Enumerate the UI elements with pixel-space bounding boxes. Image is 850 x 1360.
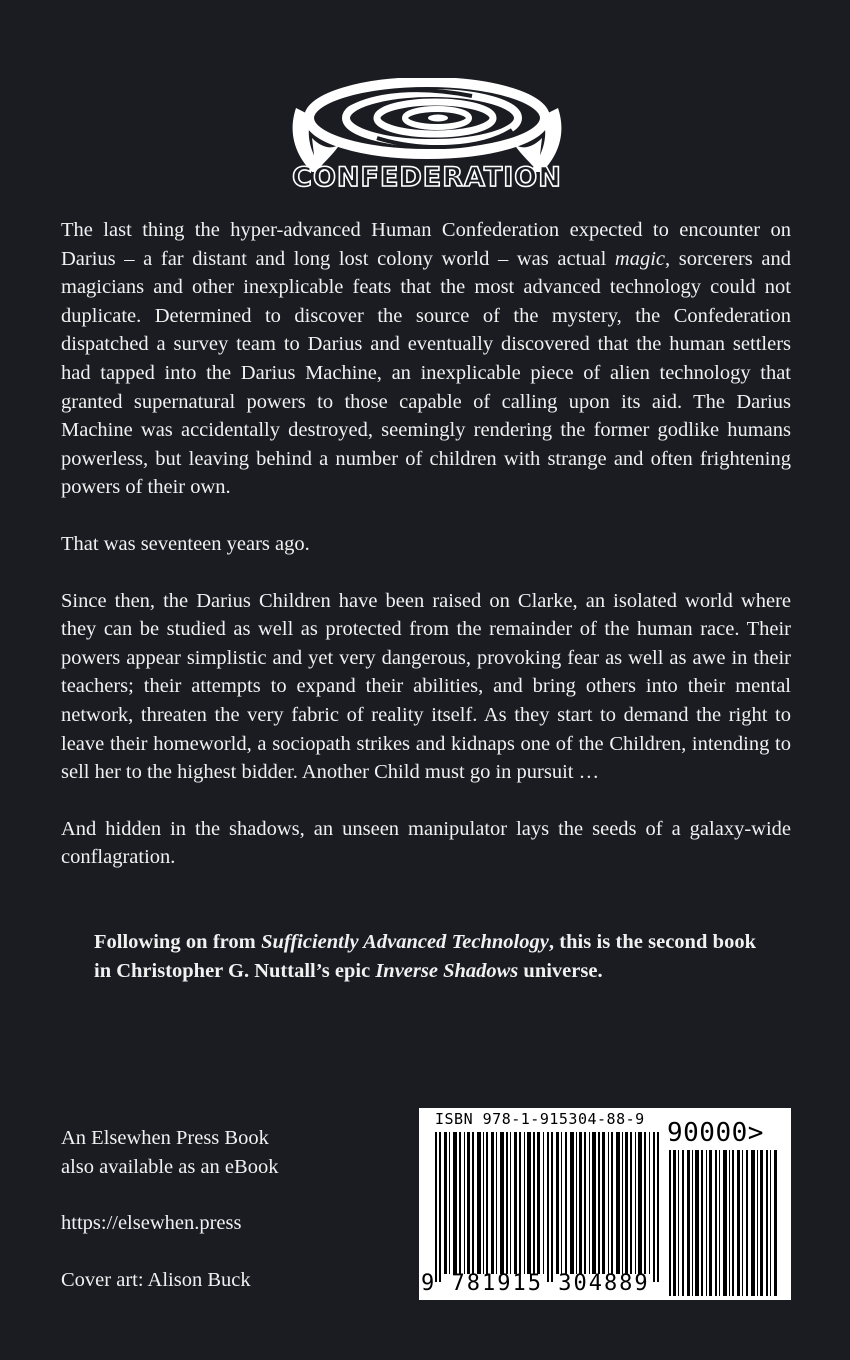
universe-title-reference: Inverse Shadows [375,959,519,982]
blurb-paragraph-1: The last thing the hyper-advanced Human Confederation expected to encounter on Darius – a far distant and long lost colony world – was actual magic, sorcerers and magicians and other inexplicable feats that the most advanced technology could not duplicate. Determined to discover the source of the mystery, the Confederation dispatched a survey team to Darius and eventually discovered that the human settlers had tapped into the Darius Machine, an inexplicable piece of alien technology that granted supernatural powers to those capable of calling upon its aid. The Darius Machine was accidentally destroyed, seemingly rendering the former godlike humans powerless, but leaving behind a number of children with strange and often frightening powers of their own. [61,219,791,499]
cover-art-credit: Cover art: Alison Buck [61,1268,251,1291]
isbn-barcode [419,1108,791,1300]
blurb [61,216,791,872]
barcode-digits: 9 781915 304889 [421,1271,650,1296]
publisher-url[interactable]: https://elsewhen.press [61,1212,242,1235]
price-code: 90000> [667,1118,764,1148]
book-title-reference: Sufficiently Advanced Technology [261,931,549,953]
publisher-line: An Elsewhen Press Book [61,1127,269,1149]
blurb-paragraph-4: And hidden in the shadows, an unseen manipulator lays the seeds of a galaxy-wide conflagration. [61,817,791,869]
series-callout: Following on from Sufficiently Advanced Technology, this is the second book in Christopher G. Nuttall’s epic Inverse Shadows universe. [94,931,756,982]
blurb-paragraph-3: Since then, the Darius Children have been raised on Clarke, an isolated world where they can be studied as well as protected from the remainder of the human race. Their powers appear simplistic and yet very dangerous, provoking fear as well as awe in their teachers; their attempts to expand their abilities, and bring others into their mental network, threaten the very fabric of reality itself. As they start to demand the right to leave their homeworld, a sociopath strikes and kidnaps one of the Children, intending to sell her to the highest bidder. Another Child must go in pursuit … [61,589,791,784]
confederation-logo [282,78,572,194]
logo-wordmark: CONFEDERATION [292,162,562,193]
blurb-paragraph-2: That was seventeen years ago. [61,532,310,555]
ebook-line: also available as an eBook [61,1155,279,1178]
publisher-info [61,1124,381,1294]
isbn-label: ISBN 978-1-915304-88-9 [435,1110,645,1128]
